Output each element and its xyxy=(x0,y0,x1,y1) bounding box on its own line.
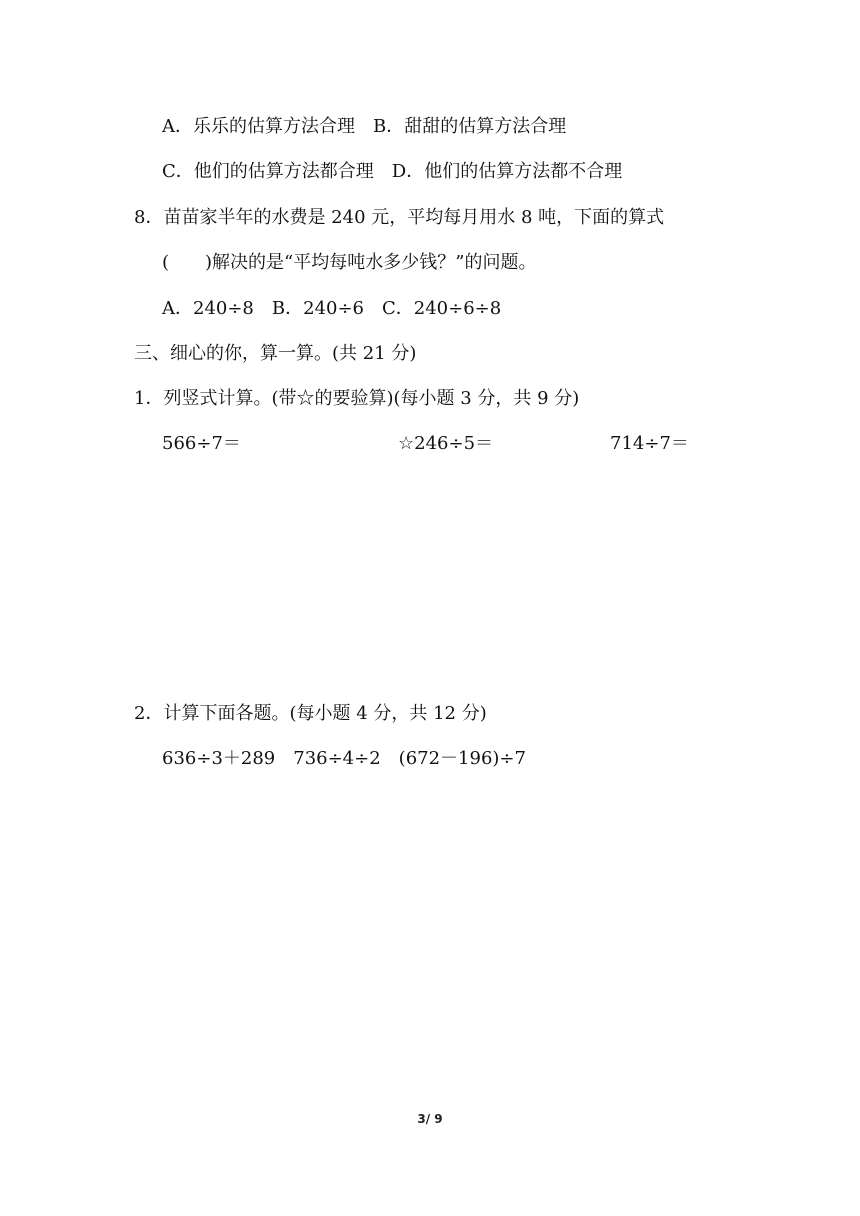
q7-option-c: C．他们的估算方法都合理 xyxy=(162,161,374,182)
q7-option-d: D．他们的估算方法都不合理 xyxy=(391,161,623,182)
q8-question-line-2: ( )解决的是“平均每吨水多少钱？”的问题。 xyxy=(162,252,537,273)
q8-options: A．240÷8 B．240÷6 C．240÷6÷8 xyxy=(162,298,502,319)
q1-item-3: 714÷7＝ xyxy=(610,433,689,454)
section-3-title: 三、细心的你，算一算。(共 21 分) xyxy=(134,343,417,364)
q7-options-row-2 xyxy=(162,160,622,184)
page-number: 3/ 9 xyxy=(417,1112,443,1126)
section-3-q1-title: 1．列竖式计算。(带☆的要验算)(每小题 3 分，共 9 分) xyxy=(134,388,580,409)
q7-options-row-1 xyxy=(162,115,566,139)
q8-question-line-1: 8．苗苗家半年的水费是 240 元，平均每月用水 8 吨，下面的算式 xyxy=(134,207,665,228)
q1-item-1: 566÷7＝ xyxy=(162,433,241,454)
q2-items: 636÷3＋289 736÷4÷2 (672－196)÷7 xyxy=(162,748,526,769)
section-3-q2-title: 2．计算下面各题。(每小题 4 分，共 12 分) xyxy=(134,703,487,724)
q7-option-b: B．甜甜的估算方法合理 xyxy=(373,116,567,137)
q1-item-2: ☆246÷5＝ xyxy=(398,433,494,454)
q7-option-a: A．乐乐的估算方法合理 xyxy=(162,116,355,137)
